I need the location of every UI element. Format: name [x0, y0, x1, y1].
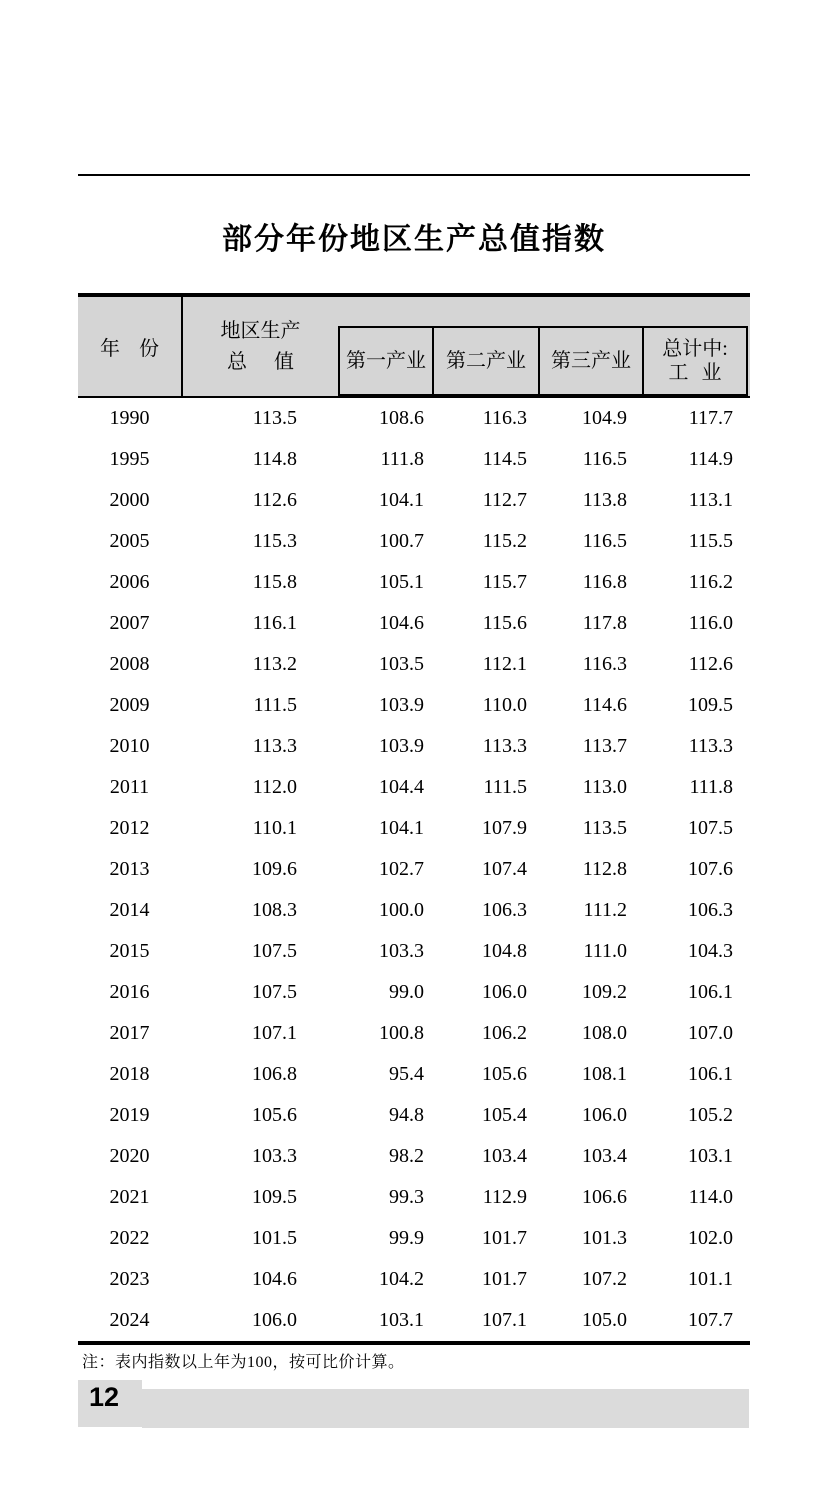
table-row	[78, 1218, 750, 1259]
value-cell: 99.0	[389, 981, 424, 1003]
value-cell: 107.2	[582, 1268, 627, 1290]
value-cell: 115.8	[252, 571, 297, 593]
value-cell: 104.9	[582, 407, 627, 429]
value-cell: 113.7	[582, 735, 627, 757]
value-cell: 111.5	[483, 776, 527, 798]
table-row	[78, 644, 750, 685]
value-cell: 103.4	[482, 1145, 527, 1167]
year-cell: 2012	[109, 817, 150, 839]
value-cell: 116.0	[688, 612, 733, 634]
year-cell: 2017	[109, 1022, 150, 1044]
value-cell: 98.2	[389, 1145, 424, 1167]
table-row	[78, 890, 750, 931]
value-cell: 101.5	[252, 1227, 297, 1249]
year-cell: 1995	[109, 448, 150, 470]
value-cell: 105.2	[688, 1104, 733, 1126]
gdp-index-table	[78, 293, 750, 1345]
value-cell: 95.4	[389, 1063, 424, 1085]
value-cell: 112.6	[688, 653, 733, 675]
table-row	[78, 480, 750, 521]
column-header-gdp-line1: 地区生产	[220, 319, 301, 342]
value-cell: 112.9	[482, 1186, 527, 1208]
value-cell: 104.2	[379, 1268, 424, 1290]
value-cell: 117.7	[688, 407, 733, 429]
table-header	[78, 293, 750, 398]
table-row	[78, 1013, 750, 1054]
column-header-primary-industry: 第一产业	[338, 326, 434, 396]
value-cell: 101.3	[582, 1227, 627, 1249]
value-cell: 109.6	[252, 858, 297, 880]
value-cell: 115.2	[482, 530, 527, 552]
value-cell: 105.6	[252, 1104, 297, 1126]
value-cell: 107.5	[252, 940, 297, 962]
value-cell: 116.5	[582, 448, 627, 470]
value-cell: 112.8	[582, 858, 627, 880]
value-cell: 100.7	[379, 530, 424, 552]
value-cell: 103.5	[379, 653, 424, 675]
table-row	[78, 685, 750, 726]
value-cell: 103.1	[688, 1145, 733, 1167]
year-cell: 2005	[109, 530, 150, 552]
value-cell: 107.6	[688, 858, 733, 880]
table-row	[78, 1136, 750, 1177]
column-header-secondary-industry: 第二产业	[432, 326, 540, 396]
value-cell: 111.8	[689, 776, 733, 798]
value-cell: 102.7	[379, 858, 424, 880]
value-cell: 109.5	[688, 694, 733, 716]
value-cell: 109.5	[252, 1186, 297, 1208]
value-cell: 107.9	[482, 817, 527, 839]
value-cell: 115.5	[688, 530, 733, 552]
value-cell: 115.3	[252, 530, 297, 552]
value-cell: 106.0	[582, 1104, 627, 1126]
value-cell: 104.8	[482, 940, 527, 962]
footer-decorative-bar	[142, 1389, 749, 1428]
year-cell: 2013	[109, 858, 150, 880]
table-row	[78, 1300, 750, 1341]
value-cell: 113.5	[582, 817, 627, 839]
value-cell: 117.8	[582, 612, 627, 634]
value-cell: 106.6	[582, 1186, 627, 1208]
year-cell: 1990	[109, 407, 150, 429]
table-row	[78, 1259, 750, 1300]
value-cell: 105.4	[482, 1104, 527, 1126]
value-cell: 113.8	[582, 489, 627, 511]
value-cell: 114.5	[482, 448, 527, 470]
value-cell: 107.5	[688, 817, 733, 839]
column-header-gdp	[183, 297, 338, 396]
table-row	[78, 931, 750, 972]
table-row	[78, 521, 750, 562]
table-row	[78, 972, 750, 1013]
value-cell: 107.1	[252, 1022, 297, 1044]
value-cell: 116.3	[582, 653, 627, 675]
value-cell: 110.1	[252, 817, 297, 839]
value-cell: 107.1	[482, 1309, 527, 1331]
page-number-badge	[78, 1380, 142, 1427]
value-cell: 108.3	[252, 899, 297, 921]
value-cell: 105.6	[482, 1063, 527, 1085]
year-cell: 2010	[109, 735, 150, 757]
value-cell: 103.1	[379, 1309, 424, 1331]
value-cell: 103.9	[379, 735, 424, 757]
value-cell: 106.8	[252, 1063, 297, 1085]
value-cell: 103.4	[582, 1145, 627, 1167]
value-cell: 108.1	[582, 1063, 627, 1085]
value-cell: 104.1	[379, 817, 424, 839]
table-row	[78, 808, 750, 849]
value-cell: 102.0	[688, 1227, 733, 1249]
value-cell: 115.7	[482, 571, 527, 593]
column-header-industry-line1: 总计中:	[662, 338, 728, 360]
value-cell: 114.8	[252, 448, 297, 470]
value-cell: 106.0	[482, 981, 527, 1003]
year-cell: 2015	[109, 940, 150, 962]
column-header-industry-of-total	[642, 326, 748, 396]
value-cell: 109.2	[582, 981, 627, 1003]
year-cell: 2022	[109, 1227, 150, 1249]
value-cell: 111.2	[583, 899, 627, 921]
value-cell: 116.8	[582, 571, 627, 593]
table-row	[78, 849, 750, 890]
value-cell: 111.0	[583, 940, 627, 962]
value-cell: 107.5	[252, 981, 297, 1003]
column-header-industry-line2: 工 业	[668, 362, 722, 384]
value-cell: 105.1	[379, 571, 424, 593]
year-cell: 2019	[109, 1104, 150, 1126]
value-cell: 100.0	[379, 899, 424, 921]
value-cell: 116.2	[688, 571, 733, 593]
table-footnote: 注：表内指数以上年为100，按可比价计算。	[82, 1354, 405, 1371]
value-cell: 104.1	[379, 489, 424, 511]
value-cell: 105.0	[582, 1309, 627, 1331]
column-header-year: 年 份	[100, 338, 159, 360]
value-cell: 116.5	[582, 530, 627, 552]
year-cell: 2009	[109, 694, 150, 716]
value-cell: 116.3	[482, 407, 527, 429]
year-cell: 2021	[109, 1186, 150, 1208]
value-cell: 113.3	[252, 735, 297, 757]
year-cell: 2024	[109, 1309, 150, 1331]
year-cell: 2007	[109, 612, 150, 634]
value-cell: 103.3	[379, 940, 424, 962]
value-cell: 114.0	[688, 1186, 733, 1208]
value-cell: 112.1	[482, 653, 527, 675]
year-cell: 2020	[109, 1145, 150, 1167]
value-cell: 104.4	[379, 776, 424, 798]
value-cell: 112.6	[252, 489, 297, 511]
value-cell: 116.1	[252, 612, 297, 634]
table-row	[78, 398, 750, 439]
value-cell: 107.0	[688, 1022, 733, 1044]
value-cell: 106.2	[482, 1022, 527, 1044]
value-cell: 108.6	[379, 407, 424, 429]
sub-column-headers	[338, 326, 750, 396]
value-cell: 113.1	[688, 489, 733, 511]
value-cell: 106.1	[688, 981, 733, 1003]
value-cell: 104.3	[688, 940, 733, 962]
value-cell: 99.9	[389, 1227, 424, 1249]
value-cell: 107.4	[482, 858, 527, 880]
year-cell: 2000	[109, 489, 150, 511]
year-cell: 2014	[109, 899, 150, 921]
value-cell: 113.2	[252, 653, 297, 675]
value-cell: 106.0	[252, 1309, 297, 1331]
value-cell: 104.6	[379, 612, 424, 634]
value-cell: 113.0	[582, 776, 627, 798]
table-row	[78, 603, 750, 644]
value-cell: 100.8	[379, 1022, 424, 1044]
table-row	[78, 767, 750, 808]
value-cell: 101.7	[482, 1268, 527, 1290]
value-cell: 108.0	[582, 1022, 627, 1044]
page-number: 12	[89, 1382, 120, 1412]
value-cell: 113.3	[482, 735, 527, 757]
value-cell: 114.9	[688, 448, 733, 470]
value-cell: 103.9	[379, 694, 424, 716]
value-cell: 113.3	[688, 735, 733, 757]
value-cell: 106.1	[688, 1063, 733, 1085]
year-cell: 2011	[109, 776, 150, 798]
value-cell: 99.3	[389, 1186, 424, 1208]
year-cell: 2006	[109, 571, 150, 593]
value-cell: 113.5	[252, 407, 297, 429]
value-cell: 110.0	[482, 694, 527, 716]
value-cell: 101.7	[482, 1227, 527, 1249]
page-top-rule	[78, 174, 750, 176]
year-cell: 2018	[109, 1063, 150, 1085]
table-row	[78, 562, 750, 603]
table-row	[78, 1095, 750, 1136]
year-cell: 2023	[109, 1268, 150, 1290]
value-cell: 111.5	[253, 694, 297, 716]
value-cell: 112.7	[482, 489, 527, 511]
column-header-tertiary-industry: 第三产业	[538, 326, 644, 396]
value-cell: 106.3	[482, 899, 527, 921]
value-cell: 94.8	[389, 1104, 424, 1126]
table-row	[78, 726, 750, 767]
value-cell: 115.6	[482, 612, 527, 634]
page-title: 部分年份地区生产总值指数	[222, 223, 606, 256]
year-cell: 2016	[109, 981, 150, 1003]
value-cell: 111.8	[380, 448, 424, 470]
value-cell: 101.1	[688, 1268, 733, 1290]
value-cell: 107.7	[688, 1309, 733, 1331]
table-row	[78, 1054, 750, 1095]
table-row	[78, 439, 750, 480]
value-cell: 103.3	[252, 1145, 297, 1167]
table-row	[78, 1177, 750, 1218]
value-cell: 106.3	[688, 899, 733, 921]
year-cell: 2008	[109, 653, 150, 675]
table-body	[78, 398, 750, 1345]
value-cell: 114.6	[582, 694, 627, 716]
value-cell: 104.6	[252, 1268, 297, 1290]
value-cell: 112.0	[252, 776, 297, 798]
column-header-gdp-line2: 总 值	[227, 350, 294, 373]
